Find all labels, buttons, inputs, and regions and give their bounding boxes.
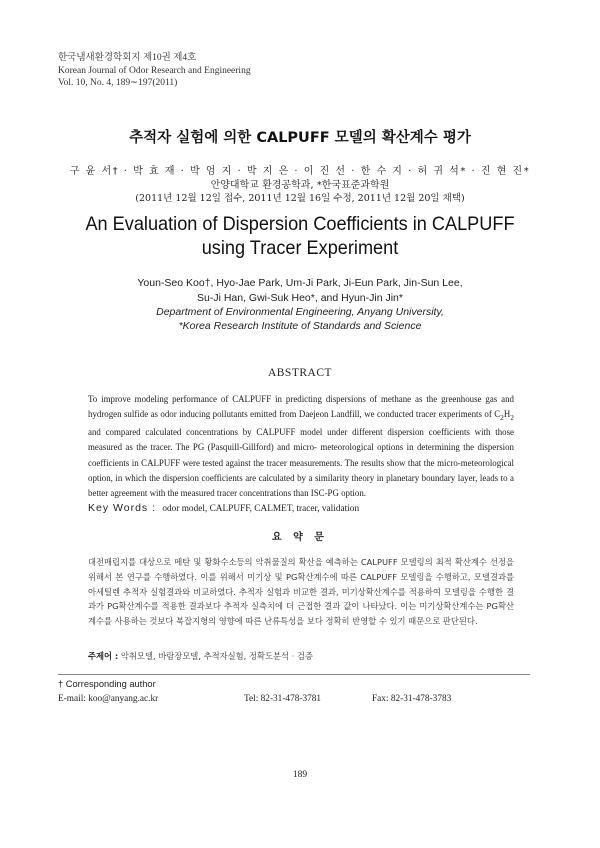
- authors-english: [0, 276, 600, 305]
- abstract-text-part3: and compared calculated concentrations by CALPUFF model under different dispersion coefficients with those measured as the tracer. The PG (Pasquill-Gillford) and micro- meteorological options in determining the dispersion coefficients in CALPUFF were tested against the tracer measurements. The results show that the micro-meteorological option, in which the dispersion coefficients are calculated by a similarity theory in planetary boundary layer, leads to a better agreement with the measured tracer concentrations than ISC-PG option.: [88, 427, 514, 498]
- abstract-subscript-1: 2: [500, 412, 504, 422]
- keywords-korean: [88, 650, 313, 662]
- abstract-heading: ABSTRACT: [267, 367, 333, 379]
- abstract-korean-body: 대전매립지를 대상으로 메탄 및 황화수소등의 악취물질의 확산을 예측하는 CALPUFF 모델링의 최적 확산계수 선정을 위해서 본 연구를 수행하였다. 이를 위해서 미기상 및 PG확산계수에 따른 CALPUFF 모델링을 수행하고, 모델결과를 아세틸렌 추적자 실험결과와 비교하였다. 추적자 실험과 비교한 결과, 미기상확산계수를 적용하여 모델링을 수행한 결과가 PG확산계수를 적용한 결과보다 추적자 실측치에 더 근접한 결과 값이 나타났다. 이는 미기상확산계수는 PG확산계수를 사용하는 것보다 복잡지형의 영향에 따른 난류특성을 보다 정확히 반영할 수 있기 때문으로 판단된다.: [88, 557, 514, 627]
- affiliation-english: [0, 305, 600, 333]
- submission-dates: (2011년 12월 12일 접수, 2011년 12월 16일 수정, 2011년 12월 20일 채택): [135, 193, 465, 204]
- abstract-korean-heading: 요 약 문: [272, 532, 328, 543]
- footnote-tel: Tel: 82-31-478-3781: [244, 694, 322, 704]
- page-number: 189: [292, 770, 308, 780]
- title-english-line2: using Tracer Experiment: [201, 237, 399, 259]
- keywords: [88, 502, 528, 514]
- authors-english-line2: Su-Ji Han, Gwi-Suk Heo*, and Hyun-Jin Jin*: [196, 291, 403, 304]
- title-korean: 추적자 실험에 의한 CALPUFF 모델의 확산계수 평가: [129, 130, 471, 146]
- abstract-text-part2: H: [503, 409, 511, 420]
- keywords-korean-text: 악취모델, 바람장모델, 추적자실험, 정확도분석 · 검증: [120, 651, 313, 661]
- journal-volume: Vol. 10, No. 4, 189∼197(2011): [58, 78, 178, 88]
- keywords-text: odor model, CALPUFF, CALMET, tracer, validation: [162, 504, 360, 514]
- title-english: [21, 212, 579, 260]
- footnote-divider: [58, 674, 530, 675]
- abstract-text-part1: To improve modeling performance of CALPUFF in predicting dispersions of methane as the greenhouse gas and hydrogen sulfide as odor inducing pollutants emitted from Daejeon Landfill, we conducted tracer experiments of C: [88, 394, 514, 420]
- title-english-line1: An Evaluation of Dispersion Coefficients in CALPUFF: [85, 213, 515, 235]
- authors-english-line1: Youn-Seo Koo†, Hyo-Jae Park, Um-Ji Park, Ji-Eun Park, Jin-Sun Lee,: [137, 277, 463, 289]
- affiliation-english-line1: Department of Environmental Engineering, Anyang University,: [156, 306, 444, 318]
- authors-korean: 구 윤 서† · 박 효 재 · 박 엄 지 · 박 지 은 · 이 진 선 · 한 수 지 · 허 귀 석* · 진 현 진*: [69, 166, 531, 177]
- journal-kr-name: 한국냄새환경학회지 제10권 제4호: [58, 53, 197, 63]
- affiliation-english-line2: *Korea Research Institute of Standards and Science: [178, 320, 422, 332]
- footnote-email: E-mail: koo@anyang.ac.kr: [58, 694, 159, 704]
- journal-header: [58, 52, 251, 90]
- journal-en-name: Korean Journal of Odor Research and Engineering: [58, 65, 251, 76]
- footnote-corresponding: † Corresponding author: [58, 679, 156, 689]
- footnote-fax: Fax: 82-31-478-3783: [372, 694, 452, 704]
- keywords-label: Key Words :: [88, 502, 156, 514]
- abstract-subscript-2: 2: [510, 412, 514, 422]
- abstract-body: [88, 392, 514, 501]
- affiliation-korean: 안양대학교 환경공학과, *한국표준과학원: [210, 180, 390, 191]
- keywords-korean-label: 주제어 :: [88, 651, 119, 661]
